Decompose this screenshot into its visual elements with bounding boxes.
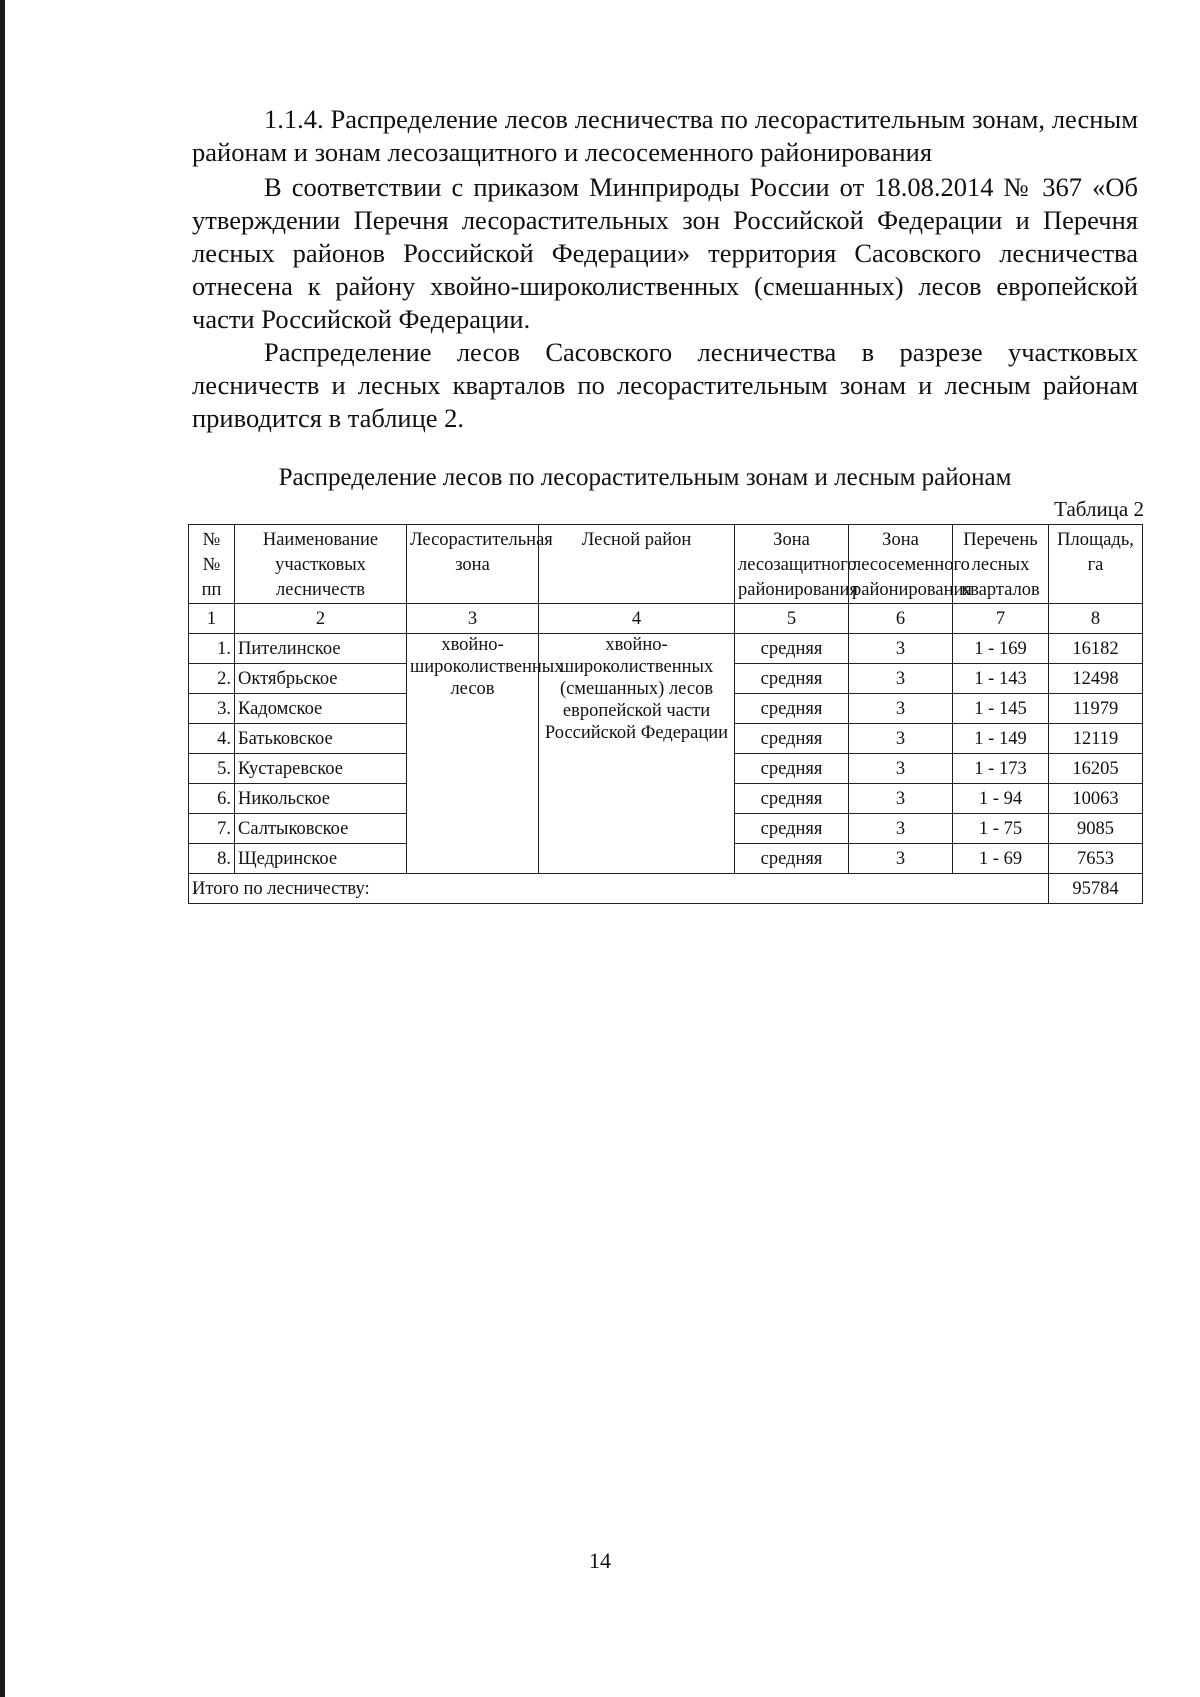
protection-zone: средняя — [735, 634, 849, 664]
header-protect-zone: Зона лесозащитного районирования — [735, 525, 849, 604]
forest-district: хвойно-широколиственных (смешанных) лесов европейской части Российской Федерации — [539, 634, 735, 874]
total-row — [189, 874, 1143, 904]
protection-zone: средняя — [735, 724, 849, 754]
forestry-name: Пителинское — [235, 634, 407, 664]
area-value: 10063 — [1049, 784, 1143, 814]
quarter-range: 1 - 143 — [953, 664, 1049, 694]
scan-edge — [0, 0, 5, 1697]
column-number: 1 — [189, 604, 235, 634]
forestry-name: Щедринское — [235, 844, 407, 874]
paragraph-2 — [192, 336, 1138, 435]
protection-zone: средняя — [735, 784, 849, 814]
header-name: Наименование участковых лесничеств — [235, 525, 407, 604]
header-quarters: Перечень лесных кварталов — [953, 525, 1049, 604]
seed-zone: 3 — [849, 634, 953, 664]
forestry-name: Кустаревское — [235, 754, 407, 784]
area-value: 12498 — [1049, 664, 1143, 694]
forestry-name: Салтыковское — [235, 814, 407, 844]
total-label: Итого по лесничеству: — [189, 874, 1049, 904]
header-number: № № пп — [189, 525, 235, 604]
area-value: 9085 — [1049, 814, 1143, 844]
column-number: 4 — [539, 604, 735, 634]
protection-zone: средняя — [735, 844, 849, 874]
forestry-name: Кадомское — [235, 694, 407, 724]
row-number: 3. — [189, 694, 235, 724]
quarter-range: 1 - 169 — [953, 634, 1049, 664]
quarter-range: 1 - 94 — [953, 784, 1049, 814]
quarter-range: 1 - 69 — [953, 844, 1049, 874]
forest-growth-zone: хвойно-широколиственных лесов — [407, 634, 539, 874]
quarter-range: 1 - 173 — [953, 754, 1049, 784]
page-number: 14 — [589, 1548, 611, 1573]
seed-zone: 3 — [849, 724, 953, 754]
table-row — [189, 634, 1143, 664]
seed-zone: 3 — [849, 694, 953, 724]
total-value: 95784 — [1049, 874, 1143, 904]
column-number: 7 — [953, 604, 1049, 634]
seed-zone: 3 — [849, 844, 953, 874]
paragraph-2-text: Распределение лесов Сасовского лесничества в разрезе участковых лесничеств и лесных кварталов по лесорастительным зонам и лесным районам приводится в таблице 2. — [192, 337, 1138, 433]
section-heading-text: 1.1.4. Распределение лесов лесничества по лесорастительным зонам, лесным районам и зонам лесозащитного и лесосеменного районирования — [192, 104, 1138, 167]
paragraph-1-text: В соответствии с приказом Минприроды России от 18.08.2014 № 367 «Об утверждении Перечня лесорастительных зон Российской Федерации и Перечня лесных районов Российской Федерации» территория Сасовского лесничества отнесена к району хвойно-широколиственных (смешанных) лесов европейской части Российской Федерации. — [192, 172, 1138, 334]
table-caption: Распределение лесов по лесорастительным зонам и лесным районам — [278, 464, 1012, 491]
seed-zone: 3 — [849, 754, 953, 784]
area-value: 11979 — [1049, 694, 1143, 724]
row-number: 6. — [189, 784, 235, 814]
paragraph-1 — [192, 171, 1138, 336]
forest-distribution-table — [188, 524, 1143, 904]
row-number: 5. — [189, 754, 235, 784]
area-value: 12119 — [1049, 724, 1143, 754]
protection-zone: средняя — [735, 754, 849, 784]
column-number: 2 — [235, 604, 407, 634]
column-number: 8 — [1049, 604, 1143, 634]
area-value: 16205 — [1049, 754, 1143, 784]
seed-zone: 3 — [849, 664, 953, 694]
row-number: 2. — [189, 664, 235, 694]
table-label: Таблица 2 — [1054, 497, 1144, 521]
row-number: 4. — [189, 724, 235, 754]
row-number: 1. — [189, 634, 235, 664]
protection-zone: средняя — [735, 664, 849, 694]
area-value: 7653 — [1049, 844, 1143, 874]
section-heading — [192, 103, 1138, 169]
seed-zone: 3 — [849, 814, 953, 844]
seed-zone: 3 — [849, 784, 953, 814]
table-header-row — [189, 525, 1143, 604]
protection-zone: средняя — [735, 814, 849, 844]
quarter-range: 1 - 149 — [953, 724, 1049, 754]
column-number: 6 — [849, 604, 953, 634]
header-area: Площадь, га — [1049, 525, 1143, 604]
forestry-name: Батьковское — [235, 724, 407, 754]
column-number: 5 — [735, 604, 849, 634]
column-number-row — [189, 604, 1143, 634]
row-number: 7. — [189, 814, 235, 844]
row-number: 8. — [189, 844, 235, 874]
header-seed-zone: Зона лесосеменного районирования — [849, 525, 953, 604]
forestry-name: Никольское — [235, 784, 407, 814]
header-district: Лесной район — [539, 525, 735, 604]
column-number: 3 — [407, 604, 539, 634]
area-value: 16182 — [1049, 634, 1143, 664]
header-zone: Лесорастительная зона — [407, 525, 539, 604]
quarter-range: 1 - 145 — [953, 694, 1049, 724]
quarter-range: 1 - 75 — [953, 814, 1049, 844]
forestry-name: Октябрьское — [235, 664, 407, 694]
protection-zone: средняя — [735, 694, 849, 724]
